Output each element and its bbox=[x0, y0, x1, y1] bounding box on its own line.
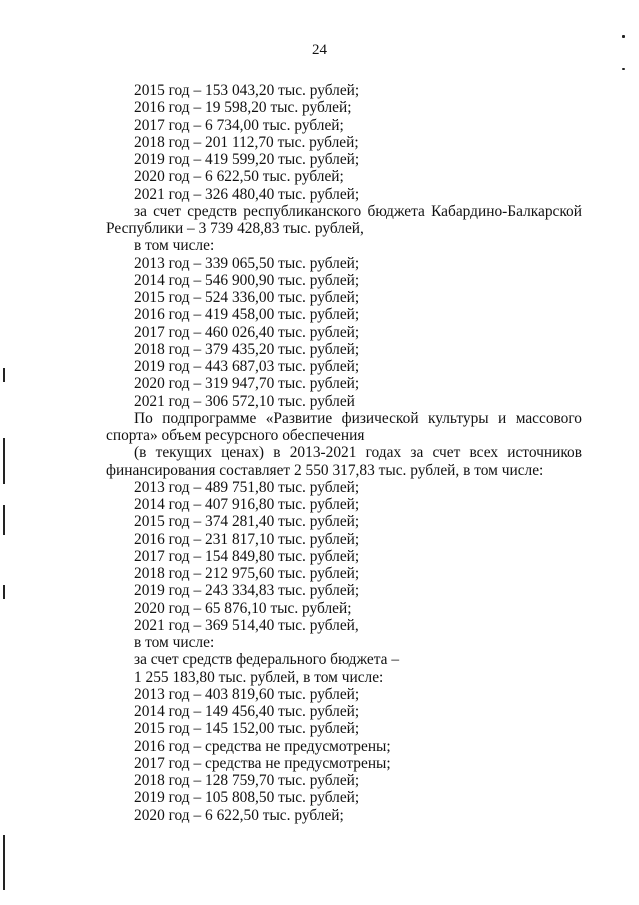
budget-line: 2016 год – средства не предусмотрены; bbox=[134, 737, 391, 755]
scan-margin-mark bbox=[3, 835, 5, 890]
budget-line: 2013 год – 403 819,60 тыс. рублей; bbox=[134, 685, 360, 703]
budget-line: 2013 год – 339 065,50 тыс. рублей; bbox=[134, 254, 360, 272]
paragraph-line: за счет средств республиканского бюджета Кабардино-Балкарской bbox=[134, 202, 582, 220]
budget-line: 2018 год – 128 759,70 тыс. рублей; bbox=[134, 772, 360, 789]
budget-line: 2020 год – 6 622,50 тыс. рублей; bbox=[134, 168, 344, 186]
paragraph-line: (в текущих ценах) в 2013-2021 годах за счет всех источников bbox=[134, 444, 582, 462]
budget-line: 2014 год – 546 900,90 тыс. рублей; bbox=[134, 271, 360, 289]
budget-line: 2016 год – 231 817,10 тыс. рублей; bbox=[134, 530, 360, 548]
document-body bbox=[106, 82, 582, 824]
section-label: 1 255 183,80 тыс. рублей, в том числе: bbox=[134, 668, 384, 686]
budget-line: 2017 год – 460 026,40 тыс. рублей; bbox=[134, 323, 360, 341]
budget-line: 2020 год – 319 947,70 тыс. рублей; bbox=[134, 375, 360, 393]
paragraph-line: Республики – 3 739 428,83 тыс. рублей, bbox=[106, 220, 364, 237]
budget-line: 2019 год – 419 599,20 тыс. рублей; bbox=[134, 151, 360, 168]
scan-dot bbox=[622, 35, 625, 38]
budget-line: 2017 год – 6 734,00 тыс. рублей; bbox=[134, 116, 344, 134]
budget-line: 2019 год – 443 687,03 тыс. рублей; bbox=[134, 358, 360, 375]
budget-line: 2018 год – 212 975,60 тыс. рублей; bbox=[134, 565, 360, 582]
page-number: 24 bbox=[312, 42, 327, 58]
scan-margin-mark bbox=[3, 438, 5, 484]
scan-dot bbox=[622, 68, 625, 70]
budget-line: 2020 год – 6 622,50 тыс. рублей; bbox=[134, 806, 344, 824]
budget-line: 2016 год – 19 598,20 тыс. рублей; bbox=[134, 99, 352, 117]
paragraph-line: По подпрограмме «Развитие физической культуры и массового bbox=[134, 409, 582, 427]
budget-line: 2016 год – 419 458,00 тыс. рублей; bbox=[134, 306, 360, 324]
budget-line: 2018 год – 379 435,20 тыс. рублей; bbox=[134, 340, 360, 358]
scan-margin-mark bbox=[3, 585, 5, 599]
budget-line: 2020 год – 65 876,10 тыс. рублей; bbox=[134, 599, 352, 617]
section-label: в том числе: bbox=[134, 237, 215, 255]
budget-line: 2014 год – 149 456,40 тыс. рублей; bbox=[134, 703, 360, 720]
budget-line: 2015 год – 524 336,00 тыс. рублей; bbox=[134, 289, 360, 306]
section-label: в том числе: bbox=[134, 634, 215, 651]
budget-line: 2015 год – 145 152,00 тыс. рублей; bbox=[134, 720, 360, 738]
section-label: за счет средств федерального бюджета – bbox=[134, 651, 400, 669]
budget-line: 2017 год – 154 849,80 тыс. рублей; bbox=[134, 547, 360, 565]
scan-margin-mark bbox=[3, 505, 5, 535]
budget-line: 2021 год – 369 514,40 тыс. рублей, bbox=[134, 616, 359, 634]
budget-line: 2021 год – 306 572,10 тыс. рублей bbox=[134, 392, 355, 410]
budget-line: 2019 год – 243 334,83 тыс. рублей; bbox=[134, 582, 360, 600]
budget-line: 2015 год – 153 043,20 тыс. рублей; bbox=[134, 82, 360, 99]
budget-line: 2021 год – 326 480,40 тыс. рублей; bbox=[134, 185, 360, 203]
budget-line: 2013 год – 489 751,80 тыс. рублей; bbox=[134, 478, 360, 496]
budget-line: 2017 год – средства не предусмотрены; bbox=[134, 754, 391, 772]
paragraph-line: спорта» объем ресурсного обеспечения bbox=[106, 427, 365, 444]
paragraph-line: финансирования составляет 2 550 317,83 тыс. рублей, в том числе: bbox=[106, 461, 544, 479]
budget-line: 2015 год – 374 281,40 тыс. рублей; bbox=[134, 513, 360, 531]
budget-line: 2014 год – 407 916,80 тыс. рублей; bbox=[134, 496, 360, 513]
budget-line: 2018 год – 201 112,70 тыс. рублей; bbox=[134, 133, 359, 151]
scan-margin-mark bbox=[3, 368, 5, 382]
budget-line: 2019 год – 105 808,50 тыс. рублей; bbox=[134, 789, 360, 807]
